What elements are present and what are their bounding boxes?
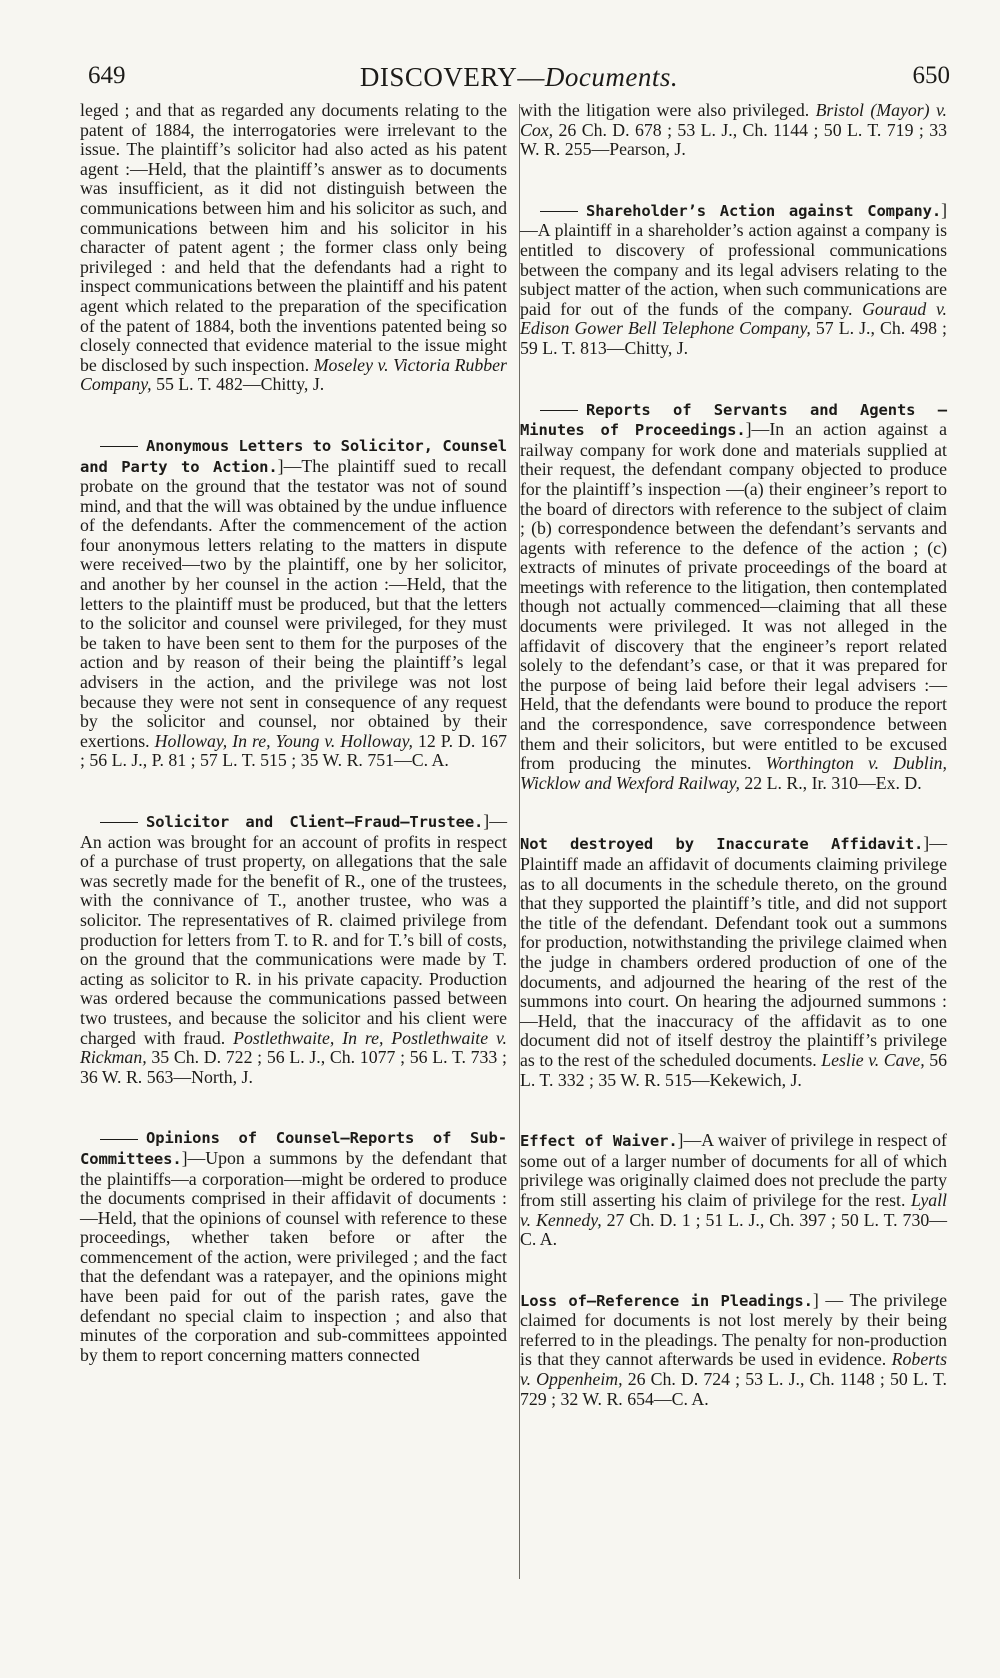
paragraph-bristol-continued [520,101,947,160]
case-citation: 22 L. R., Ir. 310—Ex. D. [744,772,922,793]
paragraph-text: ]—Upon a summons by the defendant that the plaintiffs—a corporation—might be ordered to produce the documents comprised in their affidavit of documents :—Held, that the opinions of counsel with reference to these proceedings, whether taken before or after the commencement of the action, were privileged ; and the fact that the defendant was a ratepayer, and the opinions might have been paid for out of the parish rates, gave the defendant no special claim to inspection ; and also that minutes of the corporation and sub-committees appointed by them to report concerning matters connected [80,1147,507,1365]
running-title [88,62,950,93]
section-dash [100,822,138,823]
right-column [520,101,947,1409]
paragraph-reports-of-servants [520,400,947,794]
case-name: Holloway, In re, Young v. Holloway, [154,730,413,751]
section-heading: Opinions of Counsel—Reports of Sub-Committees. [80,1129,507,1168]
paragraph-text: ] — The privilege claimed for documents is not lost merely by their being referred to in the pleadings. The penalty for non-production is that they cannot afterwards be used in evidence. [520,1289,947,1370]
case-name: Moseley v. Victoria Rubber Company, [80,354,507,395]
running-header [88,62,950,96]
case-name: Postlethwaite, In re, Postlethwaite v. Rickman, [80,1027,507,1068]
paragraph-reference-in-pleadings [520,1291,947,1410]
paragraph-patent-agent [80,101,507,395]
section-heading: Shareholder’s Action against Company. [586,201,942,220]
case-name: Lyall v. Kennedy, [520,1189,947,1230]
running-title-italic: Documents. [544,62,679,92]
case-citation: 57 L. J., Ch. 498 ; 59 L. T. 813—Chitty, J. [520,318,947,358]
section-dash [540,410,578,411]
case-name: Worthington v. Dublin, Wicklow and Wexford Railway, [520,753,947,793]
section-heading: Solicitor and Client—Fraud—Trustee. [146,813,484,831]
section-dash [100,1139,138,1140]
case-name: Leslie v. Cave, [821,1049,925,1070]
paragraph-anonymous-letters [80,436,507,771]
paragraph-shareholder-action [520,201,947,359]
section-heading: Not destroyed by Inaccurate Affidavit. [520,835,924,854]
left-page-number: 649 [88,62,126,89]
section-dash [100,446,138,447]
section-heading: Reports of Servants and Agents — Minutes of Proceedings. [520,400,947,440]
paragraph-text: ]—An action was brought for an account of profits in respect of a purchase of trust property, on allegations that the sale was secretly made for the benefit of R., one of the trustees, with the connivance of T., another trustee, who was a solicitor. The representatives of R. claimed privilege from production for letters from T. to R. and for T.’s bill of costs, on the ground that the communications were made by T. acting as solicitor to R. in his private capacity. Production was ordered because the communications passed between two trustees, and because the solicitor and his client were charged with fraud. [80,811,507,1048]
paragraph-inaccurate-affidavit [520,834,947,1090]
case-citation: 12 P. D. 167 ; 56 L. J., P. 81 ; 57 L. T. 515 ; 35 W. R. 751—C. A. [80,730,507,771]
case-citation: 27 Ch. D. 1 ; 51 L. J., Ch. 397 ; 50 L. T. 730—C. A. [520,1209,948,1250]
section-heading: Effect of Waiver. [520,1132,678,1151]
section-dash [540,211,578,212]
paragraph-text: ]—In an action against a railway company for work done and materials supplied at their request, the defendant company objected to produce for the plaintiff’s inspection —(a) their engineer’s report to the board of directors with reference to the subject of claim ; (b) correspondence between the defendant’s servants and agents with reference to the defence of the action ; (c) extracts of minutes of private proceedings of the board at meetings with reference to the litigation, then contemplated though not actually commenced—claiming that all these documents were privileged. It was not alleged in the affidavit of discovery that the engineer’s report related solely to the defendant’s case, or that it was prepared for the purpose of being laid before their legal advisers :—Held, that the defendants were bound to produce the report and the correspondence, save correspondence between them and their solicitors, but were entitled to be excused from producing the minutes. [520,419,947,774]
section-heading: Loss of—Reference in Pleadings. [520,1291,813,1310]
case-citation: 55 L. T. 482—Chitty, J. [156,374,325,395]
case-name: Roberts v. Oppenheim, [520,1349,947,1390]
paragraph-text: ]—Plaintiff made an affidavit of documents claiming privilege as to all documents in the schedule thereto, on the ground that they supported the plaintiff’s title, and did not support the title of the defendant. Defendant took out a summons for production, notwithstanding the privilege claimed when the judge in chambers ordered production of one of the documents, and adjourned the hearing of the rest of the summons into court. On hearing the adjourned summons :—Held, that the inaccuracy of the affidavit as to one document did not of itself destroy the plaintiff’s privilege as to the rest of the scheduled documents. [520,833,947,1070]
paragraph-effect-of-waiver [520,1131,947,1250]
left-column [80,101,507,1365]
paragraph-text: leged ; and that as regarded any documents relating to the patent of 1884, the interrogatories were irrelevant to the issue. The plaintiff’s solicitor had also acted as his patent agent :—Held, that the plaintiff’s answer as to documents was insufficient, as it did not distinguish between the communications between him and his solicitor as such, and communications between him and his solicitor in his character of patent agent ; the former class only being privileged : and held that the defendants had a right to inspect communications between the plaintiff and his patent agent which related to the preparation of the specification of the patent of 1884, both the inventions patented being so closely connected that evidence material to the issue might be disclosed by such inspection. [80,100,507,375]
paragraph-solicitor-client [80,812,507,1087]
paragraph-text: ]—A waiver of privilege in respect of some out of a larger number of documents for all of which privilege was originally claimed does not preclude the party from still asserting his claim of privilege for the rest. [520,1130,947,1210]
paragraph-opinions-of-counsel [80,1128,507,1365]
paragraph-text: ]—A plaintiff in a shareholder’s action against a company is entitled to discovery of professional communications between the company and its legal advisers relating to the subject matter of the action, when such communications are paid for out of the funds of the company. [520,199,947,319]
case-citation: 56 L. T. 332 ; 35 W. R. 515—Kekewich, J. [520,1049,947,1090]
paragraph-text: ]—The plaintiff sued to recall probate on the ground that the testator was not of sound mind, and that the will was obtained by the undue influence of the defendants. After the commencement of the action four anonymous letters relating to the matters in dispute were received—two by the plaintiff, one by her solicitor, and another by her counsel in the action :—Held, that the letters to the plaintiff must be produced, but that the letters to the solicitor and counsel were privileged, for they must be taken to have been sent to them for the purposes of the action and by reason of their being the plaintiff’s legal advisers in the action, and the privilege was not lost because they were not sent in consequence of any request by the solicitor and counsel, nor obtained by their exertions. [80,455,507,751]
case-citation: 26 Ch. D. 678 ; 53 L. J., Ch. 1144 ; 50 L. T. 719 ; 33 W. R. 255—Pearson, J. [520,119,947,160]
case-citation: 35 Ch. D. 722 ; 56 L. J., Ch. 1077 ; 56 L. T. 733 ; 36 W. R. 563—North, J. [80,1047,507,1087]
case-name: Bristol (Mayor) v. Cox, [520,100,947,140]
paragraph-text: with the litigation were also privileged. [520,100,810,120]
case-name: Gouraud v. Edison Gower Bell Telephone Company, [520,298,947,339]
case-citation: 26 Ch. D. 724 ; 53 L. J., Ch. 1148 ; 50 L. T. 729 ; 32 W. R. 654—C. A. [520,1369,947,1409]
section-heading: Anonymous Letters to Solicitor, Counsel and Party to Action. [80,436,507,476]
running-title-main: DISCOVERY— [359,62,545,92]
right-page-number: 650 [912,62,950,89]
